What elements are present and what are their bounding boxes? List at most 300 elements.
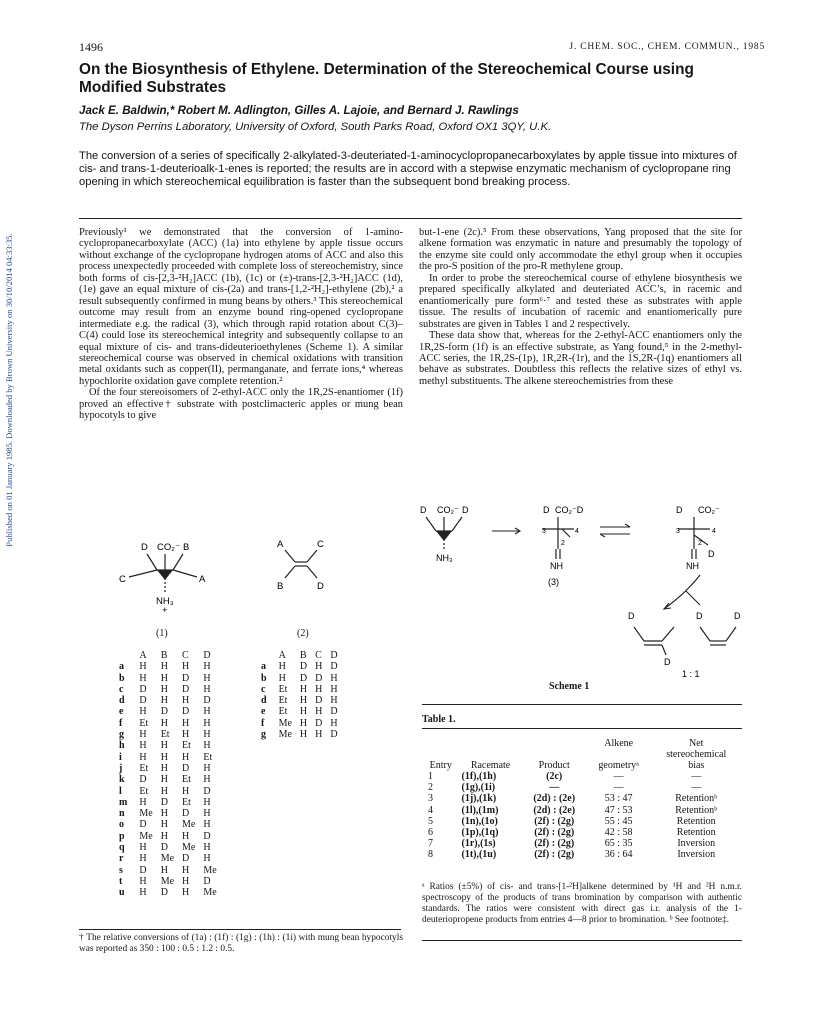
compound-label: e: [261, 706, 266, 718]
table-header-cell: A: [139, 650, 147, 661]
bond: [173, 554, 183, 570]
table-row: [422, 793, 742, 804]
table-cell: H: [160, 808, 168, 820]
table-cell: H: [160, 695, 168, 707]
struct1-label-c: C: [119, 574, 126, 585]
scheme-ratio: 1 : 1: [682, 669, 700, 679]
scheme-1-diagram: [418, 505, 748, 685]
table-cell: H: [315, 706, 323, 718]
compound-label: u: [119, 887, 125, 899]
table-cell: D: [160, 796, 168, 808]
table-cell: D: [315, 717, 323, 729]
bond: [285, 566, 295, 578]
journal-header: J. CHEM. SOC., CHEM. COMMUN., 1985: [569, 42, 765, 52]
table1-header-net-1: Net: [689, 738, 704, 749]
table-cell: H: [160, 740, 168, 752]
scheme-m1-d-right: D: [462, 505, 469, 515]
table-cell: H: [299, 706, 308, 718]
table1-entry-cell: 3: [428, 793, 433, 805]
table-header-cell: B: [160, 650, 168, 661]
scheme-m2-n4: 4: [575, 528, 579, 535]
table1-racemate-cell: (1n),(1o): [461, 815, 498, 827]
table-row: [422, 771, 742, 782]
scheme-intermediate-label: (3): [548, 577, 559, 587]
compound-label: a: [261, 661, 266, 673]
table-header-cell: A: [278, 650, 286, 661]
table-cell: D: [203, 695, 211, 707]
table-cell: Me: [278, 729, 292, 741]
table-cell: H: [182, 887, 190, 899]
table1-entry-cell: 7: [428, 837, 433, 849]
table-cell: H: [160, 830, 168, 842]
structure-1-caption: (1): [156, 628, 168, 639]
table-cell: H: [330, 695, 338, 707]
table-cell: H: [203, 683, 211, 695]
right-paragraph-3: These data show that, whereas for the 2-ethyl-ACC enantiomers only the 1R,2S-form (1f) is an effective substrate, as Yang found,⁵ in the 2-methyl-ACC series, the 1R,2S-(1p), 1R,2R-(1r), and the 1S,2R-(1q) enantiomers all behave as substrates. Doubtless this reflects the relative sizes of ethyl vs. methyl substituents. The alkene stereochemistries from these: [419, 330, 742, 387]
table-cell: H: [139, 740, 147, 752]
scheme-product-left-d: D: [628, 611, 635, 621]
table1-bias-cell: Inversion: [677, 848, 716, 860]
table-cell: H: [203, 808, 211, 820]
table1-racemate-cell: (1r),(1s): [461, 837, 496, 849]
table-cell: D: [315, 695, 323, 707]
table-cell: H: [139, 875, 147, 887]
table-row: [422, 827, 742, 838]
compound-label: f: [119, 717, 123, 729]
struct2-label-d: D: [317, 581, 324, 592]
table-cell: D: [139, 864, 147, 876]
scheme-m2-n2: 2: [561, 540, 565, 547]
table1-header-rule: [422, 728, 742, 729]
footnote-rule: [79, 929, 401, 930]
table-cell: H: [182, 785, 190, 797]
table-cell: Me: [139, 808, 153, 820]
page-number: 1496: [79, 40, 103, 54]
table-cell: H: [203, 762, 211, 774]
table-cell: D: [182, 683, 190, 695]
table-cell: H: [160, 717, 168, 729]
table1-geometry-cell: 53 : 47: [604, 793, 633, 805]
table-cell: H: [278, 661, 286, 673]
table-cell: D: [160, 842, 168, 854]
table-cell: Me: [203, 887, 217, 899]
table-cell: Me: [182, 842, 196, 854]
table-cell: H: [160, 683, 168, 695]
table1-geometry-cell: —: [613, 782, 624, 794]
table-cell: H: [315, 729, 323, 741]
table-cell: H: [203, 774, 211, 786]
table-cell: H: [160, 751, 168, 763]
table-cell: H: [203, 661, 211, 673]
table-row: [119, 695, 221, 706]
table1-product-cell: (2f) : (2g): [534, 826, 575, 838]
table-cell: D: [139, 819, 147, 831]
table1-bottom-rule: [422, 940, 742, 941]
affiliation: The Dyson Perrins Laboratory, University of Oxford, South Parks Road, Oxford OX1 3QY, U.K.: [79, 121, 552, 133]
structure-2-caption: (2): [297, 628, 309, 639]
scheme-m3-co2: CO₂⁻: [698, 505, 720, 515]
table-cell: H: [182, 661, 190, 673]
table-row: [119, 786, 221, 797]
table1-product-cell: (2f) : (2g): [534, 848, 575, 860]
table-row: [261, 695, 342, 706]
table1-geometry-cell: 55 : 45: [604, 815, 633, 827]
table1-racemate-cell: (1j),(1k): [461, 793, 497, 805]
compound-label: c: [119, 683, 124, 695]
table-row: [422, 849, 742, 860]
table1-bias-cell: Retentionᵇ: [675, 804, 718, 816]
table-row: [119, 763, 221, 774]
right-paragraph-2: In order to probe the stereochemical course of ethylene biosynthesis we prepared specifically alkylated and deuteriated ACC’s, in racemic and enantiomerically pure form⁶·⁷ and tested these as substrates with apple tissue. The results of incubation of racemic and enantiomerically pure substrates are given in Tables 1 and 2 respectively.: [419, 272, 742, 330]
table-cell: H: [139, 751, 147, 763]
table1-racemate-cell: (1p),(1q): [461, 826, 499, 838]
table-cell: H: [182, 830, 190, 842]
table-cell: Me: [139, 830, 153, 842]
table1-racemate-cell: (1t),(1u): [461, 848, 497, 860]
table1-product-cell: (2f) : (2g): [534, 837, 575, 849]
table-cell: H: [182, 729, 190, 741]
table-row: [119, 684, 221, 695]
table-cell: H: [203, 796, 211, 808]
table-row: [119, 706, 221, 717]
table-cell: D: [299, 661, 308, 673]
table-cell: D: [139, 774, 147, 786]
struct1-label-d: D: [141, 542, 148, 553]
table-cell: D: [330, 661, 338, 673]
scheme-m3-n3: 3: [676, 528, 680, 535]
table-cell: Et: [160, 729, 170, 741]
table-cell: D: [299, 672, 308, 684]
table-cell: H: [160, 785, 168, 797]
table1-product-cell: —: [549, 782, 560, 794]
table1-header-alkene-2: geometryᵃ: [598, 760, 639, 772]
table-cell: H: [203, 672, 211, 684]
table-cell: H: [139, 887, 147, 899]
table-cell: H: [139, 853, 147, 865]
table-cell: Et: [182, 740, 191, 752]
table1-header-net-3: bias: [688, 760, 705, 772]
table-row: [119, 718, 221, 729]
table-cell: Et: [139, 785, 149, 797]
compound-label: o: [119, 819, 124, 831]
table-row: [119, 673, 221, 684]
table1-header-racemate: Racemate: [470, 760, 511, 772]
table-cell: Me: [182, 819, 196, 831]
download-watermark: Published on 01 January 1985. Downloaded by Brown University on 30/10/2014 04:33:35.: [4, 233, 14, 547]
table-row: [422, 816, 742, 827]
struct1-label-co2: CO₂⁻: [157, 542, 180, 553]
scheme-product-right-d2: D: [734, 611, 741, 621]
bond: [173, 570, 197, 577]
table-header-cell: B: [299, 650, 307, 661]
wedge: [157, 570, 173, 580]
table1-geometry-cell: 47 : 53: [604, 804, 633, 816]
table-cell: H: [299, 717, 308, 729]
compound-label: l: [119, 785, 122, 797]
table-row: [119, 887, 221, 898]
table-cell: H: [203, 717, 211, 729]
struct2-label-b: B: [277, 581, 284, 592]
struct1-label-plus: +: [162, 605, 168, 616]
table1-racemate-cell: (1f),(1h): [461, 771, 497, 783]
table-row: [261, 684, 342, 695]
table1-header-entry: Entry: [429, 760, 452, 772]
compound-label: r: [119, 853, 124, 865]
table-cell: Et: [139, 762, 149, 774]
table1-title: Table 1.: [422, 714, 456, 725]
scheme-caption: Scheme 1: [549, 681, 590, 692]
table-cell: Me: [160, 875, 175, 887]
struct2-label-a: A: [277, 539, 284, 550]
table-row: [119, 752, 221, 763]
compound-label: n: [119, 808, 125, 820]
compound-label: d: [261, 695, 267, 707]
abstract: The conversion of a series of specifically 2-alkylated-3-deuteriated-1-aminocyclopropanecarboxylates by apple tissue into mixtures of cis- and trans-1-deuterioalk-1-enes is reported; the results are in accord with a stepwise enzymatic mechanism of cyclopropane ring opening in which stereochemical equilibration is faster than the subsequent bond breaking process.: [79, 150, 737, 188]
table-cell: Me: [160, 853, 175, 865]
struct1-label-nh3: NH₃: [156, 596, 174, 607]
table-cell: Et: [278, 683, 288, 695]
compound-label: s: [119, 864, 123, 876]
scheme-m2-nh: NH: [550, 561, 563, 571]
table-cell: D: [203, 785, 211, 797]
table-cell: H: [139, 796, 147, 808]
scheme-m1-co2: CO₂⁻: [437, 505, 459, 515]
table1-header-net-2: stereochemical: [666, 749, 727, 761]
scheme-m2-co2: CO₂⁻D: [555, 505, 584, 515]
table-cell: Et: [182, 774, 191, 786]
compound-label: j: [119, 762, 123, 774]
compound-label: k: [119, 774, 125, 786]
table-cell: D: [160, 887, 168, 899]
scheme-m2-d: D: [543, 505, 550, 515]
table1-entry-cell: 6: [428, 826, 433, 838]
scheme-m3-d-low: D: [708, 549, 715, 559]
table-header-row: [261, 650, 342, 661]
table-cell: Me: [203, 864, 217, 876]
table-row: [422, 805, 742, 816]
table-row: [119, 797, 221, 808]
table-cell: H: [299, 683, 308, 695]
table1-product-cell: (2d) : (2e): [533, 804, 576, 816]
table1-header-product: Product: [538, 760, 570, 772]
table-cell: D: [139, 683, 147, 695]
table-row: [261, 718, 342, 729]
table-cell: D: [182, 853, 190, 865]
table-header-cell: D: [203, 650, 211, 661]
table-row: [119, 774, 221, 785]
compound-label: b: [261, 672, 267, 684]
table-header-cell: D: [330, 650, 338, 661]
table1-product-cell: (2d) : (2e): [533, 793, 576, 805]
table1-bias-cell: Retentionᵇ: [675, 793, 718, 805]
table1-entry-cell: 5: [428, 815, 433, 827]
table-row: [261, 673, 342, 684]
bond: [307, 550, 317, 562]
table-cell: H: [139, 842, 147, 854]
table-cell: H: [139, 661, 147, 673]
compound-label: i: [119, 751, 122, 763]
scheme-m1-nh3: NH₃: [436, 553, 453, 563]
table-row: [119, 729, 221, 740]
table-cell: H: [203, 706, 211, 718]
table-row: [119, 865, 221, 876]
compound-label: g: [261, 729, 266, 741]
table-header-row: [119, 650, 221, 661]
table1-entry-cell: 2: [428, 782, 433, 794]
right-paragraph-1: but-1-ene (2c).⁵ From these observations, Yang proposed that the site for alkene formation was enzymatic in nature and presumably the topology of the enzyme site could only accommodate the ethyl group when it occupies the pro-S position of the pro-R methylene group.: [419, 227, 742, 273]
table-cell: H: [299, 729, 308, 741]
table1-entry-cell: 1: [428, 771, 433, 783]
compound-label: m: [119, 796, 128, 808]
compound-label: d: [119, 695, 125, 707]
table-header-cell: C: [315, 650, 322, 661]
table-cell: H: [160, 661, 168, 673]
table-cell: D: [330, 729, 338, 741]
table-row: [261, 706, 342, 717]
table-cell: H: [299, 695, 308, 707]
table-cell: H: [203, 842, 211, 854]
compound-label: g: [119, 729, 124, 741]
table1-product-cell: (2c): [546, 771, 563, 783]
table-row: [261, 729, 342, 740]
table-row: [119, 808, 221, 819]
table1-racemate-cell: (1g),(1i): [461, 782, 496, 794]
table-cell: H: [160, 762, 168, 774]
table-cell: D: [315, 672, 323, 684]
table-cell: H: [182, 751, 190, 763]
left-paragraph-1: Previously¹ we demonstrated that the conversion of 1-amino-cyclopropanecarboxylate (ACC) (1a) into ethylene by apple tissue occurs without exchange of the cyclopropane hydrogen atoms of ACC and also this process unexpectedly proceeded with complete loss of stereochemistry, since both forms of cis-[2,3-²H₂]ACC (1b), (1c) or (±)-trans-[2,3-²H₂]ACC (1d), (1e) gave an equal mixture of cis-(2a) and trans-[1,2-²H₂]-ethylene (2b),² a result subsequently confirmed in mung beans by others.³ This stereochemical outcome may result from an enzyme bound ring-opened cyclopropane intermediate e.g. the radical (3), which through rapid rotation about C(3)–C(4) could lose its stereochemical integrity and subsequently collapse to an equal mixture of cis- and trans-dideuterioethylenes (Scheme 1). A similar stereochemical course was observed in chemical oxidations with transition metal oxidants such as copper(II), permanganate, and ferrate ions,⁴ whereas hypochlorite oxidation gave complete retention.²: [79, 227, 403, 387]
structure-1-table: [119, 650, 221, 899]
table-row: [261, 661, 342, 672]
left-paragraph-2: Of the four stereoisomers of 2-ethyl-ACC only the 1R,2S-enantiomer (1f) proved an effective† substrate with postclimacteric apples or mung bean hypocotyls to give: [79, 387, 403, 422]
table-cell: H: [160, 819, 168, 831]
compound-label: f: [261, 717, 265, 729]
structure-2-diagram: [265, 532, 345, 592]
bond: [307, 566, 317, 578]
table1: [422, 738, 742, 860]
table1-header-alkene-1: Alkene: [604, 738, 634, 749]
scheme-m2-n3: 3: [542, 528, 546, 535]
table-row: [119, 661, 221, 672]
table-cell: H: [330, 717, 338, 729]
table-cell: H: [182, 864, 190, 876]
compound-label: q: [119, 842, 125, 854]
table1-entry-cell: 8: [428, 848, 433, 860]
bond: [285, 550, 295, 562]
table-cell: Et: [278, 706, 288, 718]
table1-geometry-cell: 42 : 58: [604, 826, 633, 838]
struct2-label-c: C: [317, 539, 324, 550]
table-cell: Et: [182, 796, 191, 808]
table-cell: H: [139, 729, 147, 741]
table-cell: Me: [278, 717, 292, 729]
table-row: [119, 876, 221, 887]
table-cell: H: [203, 729, 211, 741]
table-cell: H: [330, 683, 338, 695]
article-title: On the Biosynthesis of Ethylene. Determination of the Stereochemical Course using Modified Substrates: [79, 61, 694, 96]
table-cell: D: [139, 695, 147, 707]
table-cell: H: [160, 672, 168, 684]
table-cell: D: [182, 672, 190, 684]
right-column: [419, 227, 742, 387]
table-cell: D: [330, 706, 338, 718]
struct1-label-b: B: [183, 542, 190, 553]
left-footnote: † The relative conversions of (1a) : (1f) : (1g) : (1h) : (1i) with mung bean hypocotyls was reported as 350 : 100 : 0.5 : 1.2 : 0.5.: [79, 933, 403, 954]
scheme-m3-n4: 4: [712, 528, 716, 535]
table1-entry-cell: 4: [428, 804, 433, 816]
table-row: [119, 819, 221, 830]
table-cell: D: [182, 706, 190, 718]
table-cell: H: [315, 683, 323, 695]
table-header-cell: C: [182, 650, 189, 661]
scheme-m3-n2: 2: [698, 540, 702, 547]
scheme-product-right-d1: D: [696, 611, 703, 621]
bond: [129, 570, 157, 577]
table1-bias-cell: —: [691, 771, 702, 783]
scheme-m3-nh: NH: [686, 561, 699, 571]
table-cell: H: [160, 864, 168, 876]
compound-label: b: [119, 672, 125, 684]
table-cell: Et: [203, 751, 213, 763]
table-cell: D: [160, 706, 168, 718]
table1-bias-cell: Inversion: [677, 837, 716, 849]
compound-label: a: [119, 661, 124, 673]
compound-label: c: [261, 683, 266, 695]
table-row: [119, 853, 221, 864]
structure-2-table: [261, 650, 342, 740]
table-row: [119, 842, 221, 853]
table1-footnote: ᵃ Ratios (±5%) of cis- and trans-[1-²H]alkene determined by ¹H and ²H n.m.r. spectroscopy of the products of trans bromination by comparison with authentic standards. The ratios were consistent with direct gas i.r. analysis of the 1-deuteriopropene products from entries 4—8 prior to bromination. ᵇ See footnote‡.: [422, 882, 742, 925]
compound-label: p: [119, 830, 125, 842]
table-row: [422, 782, 742, 793]
table-cell: D: [203, 830, 211, 842]
table-cell: Et: [139, 717, 149, 729]
scheme-m1-d-left: D: [420, 505, 427, 515]
table-cell: Et: [278, 695, 288, 707]
table1-racemate-cell: (1l),(1m): [461, 804, 499, 816]
structure-1-diagram: [115, 532, 235, 622]
table-cell: H: [203, 819, 211, 831]
scheme-product-left-d2: D: [664, 657, 671, 667]
table-cell: H: [330, 672, 338, 684]
table1-geometry-cell: —: [613, 771, 624, 783]
compound-label: h: [119, 740, 125, 752]
abstract-rule: [79, 218, 742, 219]
table-cell: D: [182, 762, 190, 774]
compound-label: t: [119, 875, 123, 887]
bond: [147, 554, 157, 570]
table-cell: H: [139, 706, 147, 718]
author-list: Jack E. Baldwin,* Robert M. Adlington, Gilles A. Lajoie, and Bernard J. Rawlings: [79, 104, 519, 117]
table-cell: H: [315, 661, 323, 673]
table-cell: H: [139, 672, 147, 684]
table-row: [119, 831, 221, 842]
table1-bias-cell: Retention: [676, 826, 716, 838]
table-cell: H: [203, 740, 211, 752]
table-row: [422, 838, 742, 849]
table-row: [119, 740, 221, 751]
table1-bias-cell: —: [691, 782, 702, 794]
table-cell: H: [182, 717, 190, 729]
struct1-label-a: A: [199, 574, 206, 585]
table1-geometry-cell: 36 : 64: [604, 848, 633, 860]
table-cell: D: [182, 808, 190, 820]
table1-top-rule: [422, 704, 742, 705]
table-cell: H: [182, 875, 190, 887]
table1-geometry-cell: 65 : 35: [604, 837, 633, 849]
table-cell: H: [160, 774, 168, 786]
table-cell: H: [182, 695, 190, 707]
